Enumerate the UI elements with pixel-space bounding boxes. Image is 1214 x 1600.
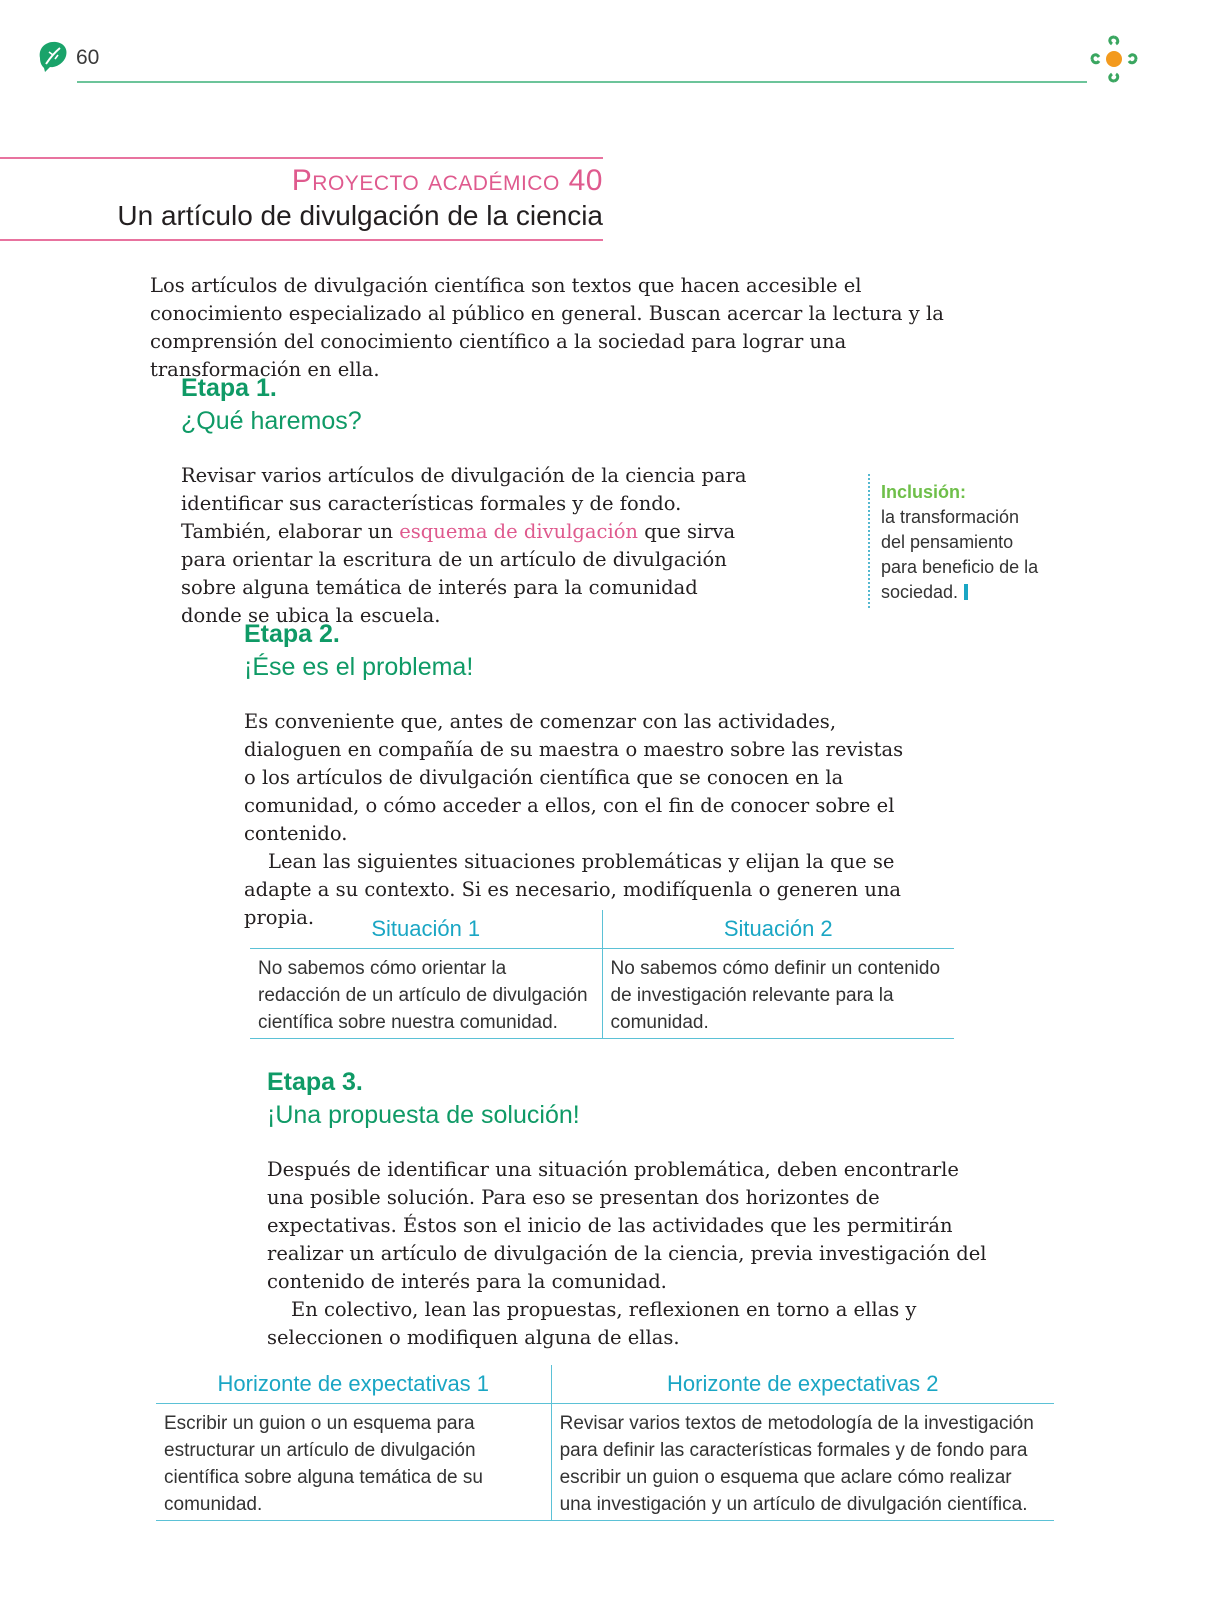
title-rule-top — [0, 157, 603, 159]
situaciones-table — [250, 910, 954, 1039]
horizonte-2-cell: Revisar varios textos de metodología de la investigación para definir las características formales y de fondo para escribir un guion o esquema que aclare cómo realizar una investigación y un artículo de divulgación científica. — [551, 1404, 1054, 1521]
etapa3-paragraph-2: En colectivo, lean las propuestas, reflexionen en torno a ellas y seleccionen o modifiquen alguna de ellas. — [267, 1298, 917, 1349]
etapa2-paragraph-1: Es conveniente que, antes de comenzar con las actividades, dialoguen en compañía de su maestra o maestro sobre las revistas o los artículos de divulgación científica que se conocen en la comunidad, o cómo acceder a ellos, con el fin de conocer sobre el contenido. — [244, 710, 904, 845]
inclusion-note-title: Inclusión: — [881, 482, 966, 502]
inclusion-note-text: la transformación del pensamiento para beneficio de la sociedad. — [881, 507, 1039, 602]
leaf-icon — [36, 38, 70, 74]
glossary-term-link[interactable]: esquema de divulgación — [399, 520, 638, 543]
project-label: Proyecto académico 40 — [291, 164, 603, 197]
horizonte-2-header: Horizonte de expectativas 2 — [551, 1365, 1054, 1404]
etapa1-text-after: que sirva para orientar la escritura de un artículo de divulgación sobre alguna temática de interés para la comunidad donde se ubica la escuela. — [181, 520, 736, 627]
etapa2-paragraph-2: Lean las siguientes situaciones problemáticas y elijan la que se adapte a su contexto. Si es necesario, modifíquenla o generen una propia. — [244, 850, 902, 929]
situacion-2-header: Situación 2 — [602, 910, 954, 949]
situacion-1-cell: No sabemos cómo orientar la redacción de un artículo de divulgación científica sobre nuestra comunidad. — [250, 949, 602, 1039]
etapa2-body — [244, 708, 906, 932]
intro-paragraph: Los artículos de divulgación científica son textos que hacen accesible el conocimiento especializado al público en general. Buscan acercar la lectura y la comprensión del conocimiento científico a la sociedad para lograr una transformación en ella. — [150, 274, 944, 381]
header-rule — [77, 81, 1087, 83]
horizontes-table — [156, 1365, 1054, 1521]
etapa1-subtitle: ¿Qué haremos? — [181, 407, 362, 435]
etapa3-subtitle: ¡Una propuesta de solución! — [267, 1101, 580, 1129]
etapa2-subtitle: ¡Ése es el problema! — [244, 653, 474, 681]
horizonte-1-cell: Escribir un guion o un esquema para estructurar un artículo de divulgación científica sobre alguna temática de su comunidad. — [156, 1404, 551, 1521]
situacion-1-header: Situación 1 — [250, 910, 602, 949]
etapa1-text-before: Revisar varios artículos de divulgación de la ciencia para identificar sus características formales y de fondo. También, elaborar un — [181, 464, 747, 543]
situacion-2-cell: No sabemos cómo definir un contenido de investigación relevante para la comunidad. — [602, 949, 954, 1039]
page-number: 60 — [76, 46, 100, 69]
inclusion-note-text-wrap — [881, 505, 1046, 605]
etapa3-heading: Etapa 3. — [267, 1068, 363, 1096]
horizonte-1-header: Horizonte de expectativas 1 — [156, 1365, 551, 1404]
flower-logo-icon — [1088, 33, 1140, 85]
etapa3-paragraph-1: Después de identificar una situación problemática, deben encontrarle una posible solución. Para eso se presentan dos horizontes de expectativas. Éstos son el inicio de las actividades que les permitirán realizar un artículo de divulgación de la ciencia, previa investigación del contenido de interés para la comunidad. — [267, 1158, 987, 1293]
etapa1-heading: Etapa 1. — [181, 374, 277, 402]
sidebar-rule — [868, 474, 870, 608]
project-title: Un artículo de divulgación de la ciencia — [117, 200, 603, 231]
title-rule-bottom — [0, 239, 603, 241]
etapa3-body — [267, 1156, 997, 1352]
etapa1-paragraph — [181, 462, 756, 630]
etapa2-heading: Etapa 2. — [244, 620, 340, 648]
inclusion-note — [881, 480, 1081, 605]
end-mark-icon — [964, 584, 968, 600]
